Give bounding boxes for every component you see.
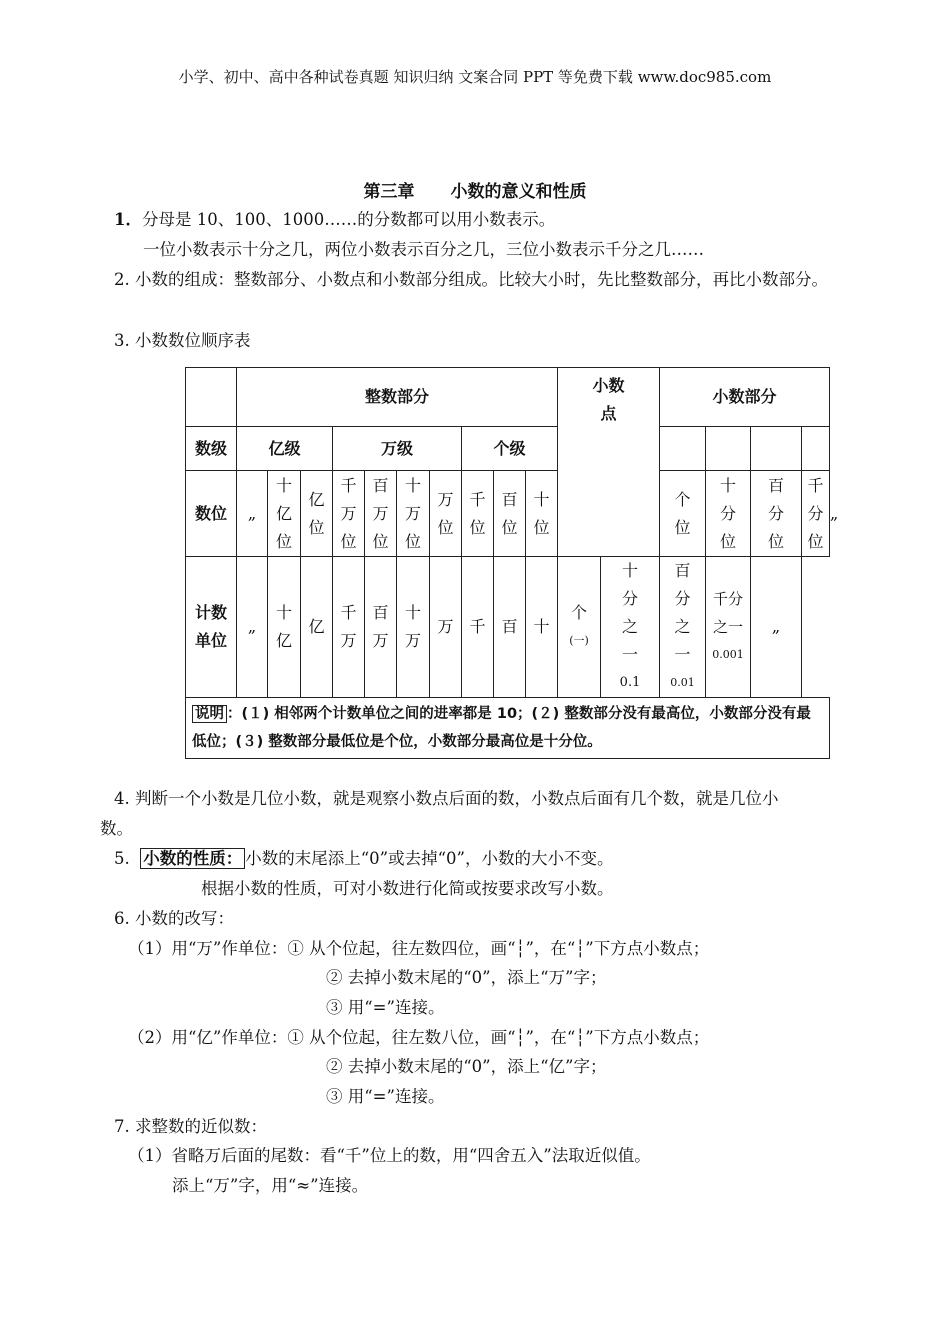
item-6: 6. 小数的改写： (114, 909, 234, 928)
item-3: 3. 小数数位顺序表 (114, 331, 251, 350)
place-cell: 千万位 (333, 471, 365, 557)
dec-place-cell: 千分位 (802, 471, 830, 557)
level-label: 数级 (186, 427, 237, 471)
item-7-1-cont: 添上“万”字，用“≈”连接。 (172, 1176, 369, 1195)
dec-unit-cell: „ (751, 557, 802, 698)
chapter-title (0, 177, 950, 202)
unit-cell: 十 (526, 557, 558, 698)
item-6-1-step-2: ② 去掉小数末尾的“0”，添上“万”字； (326, 968, 607, 987)
place-cell: 万位 (430, 471, 462, 557)
item-1-detail: 一位小数表示十分之几，两位小数表示百分之几，三位小数表示千分之几…… (143, 240, 704, 259)
item-6-1-step-1: （1）用“万”作单位：① 从个位起，往左数四位，画“┆”，在“┆”下方点小数点； (128, 939, 710, 958)
item-2: 2. 小数的组成：整数部分、小数点和小数部分组成。比较大小时，先比整数部分，再比小数部分。 (114, 270, 828, 289)
place-cell: 十万位 (397, 471, 430, 557)
unit-cell: 万 (430, 557, 462, 698)
dec-place-cell: 百分位 (751, 471, 802, 557)
unit-cell: 十万 (397, 557, 430, 698)
unit-cell: „ (237, 557, 268, 698)
place-cell: 百位 (494, 471, 526, 557)
empty-cell (706, 427, 751, 471)
table-note (186, 698, 830, 759)
item-6-2-step-1: （2）用“亿”作单位：① 从个位起，往左数八位，画“┆”，在“┆”下方点小数点； (128, 1028, 710, 1047)
item-6-2-step-3: ③ 用“=”连接。 (326, 1087, 445, 1106)
place-cell: 亿位 (301, 471, 333, 557)
item-1: 1．分母是 10、100、1000……的分数都可以用小数表示。 (114, 210, 556, 229)
item-7: 7. 求整数的近似数： (114, 1117, 267, 1136)
decimal-point-header: 小数点 (558, 368, 660, 557)
unit-cell: 百 (494, 557, 526, 698)
item-7-1: （1）省略万后面的尾数：看“千”位上的数，用“四舍五入”法取近似值。 (128, 1146, 651, 1165)
unit-cell: 千万 (333, 557, 365, 698)
dec-unit-cell: 千分之一 0.001 (706, 557, 751, 698)
dec-unit-cell: 百分之一 0.01 (660, 557, 706, 698)
note-label: 说明 (192, 705, 227, 723)
place-cell: 千位 (462, 471, 494, 557)
level-yi: 亿级 (237, 427, 333, 471)
chapter-number: 第三章 (363, 182, 415, 202)
dec-unit-cell: 十分之一 0.1 (601, 557, 660, 698)
place-cell: „ (237, 471, 268, 557)
empty-cell (751, 427, 802, 471)
unit-cell: 百万 (365, 557, 397, 698)
page-header: 小学、初中、高中各种试卷真题 知识归纳 文案合同 PPT 等免费下载 www.doc985.com (178, 68, 772, 86)
unit-cell: 千 (462, 557, 494, 698)
chapter-name: 小数的意义和性质 (450, 182, 587, 202)
empty-cell (802, 427, 830, 471)
place-cell: 百万位 (365, 471, 397, 557)
unit-cell: 亿 (301, 557, 333, 698)
level-wan: 万级 (333, 427, 462, 471)
unit-label: 计数单位 (186, 557, 237, 698)
unit-cell: 个 (一) (558, 557, 601, 698)
place-cell: 个位 (660, 471, 706, 557)
corner-cell (186, 368, 237, 427)
place-label: 数位 (186, 471, 237, 557)
decimal-part-header: 小数部分 (660, 368, 830, 427)
level-ge: 个级 (462, 427, 558, 471)
place-cell: 十亿位 (268, 471, 301, 557)
note-text: ：(１) 相邻两个计数单位之间的进率都是 10；(２) 整数部分没有最高位，小数部分没有最低位；(３) 整数部分最低位是个位，小数部分最高位是十分位。 (192, 706, 811, 750)
integer-part-header: 整数部分 (237, 368, 558, 427)
place-value-table: 整数部分 小数点 小数部分 数级 亿级 万级 个级 数位 „ 十亿位 亿位 千万位 百万位 十万位 万位 千位 百位 十位 个位 十分位 百分位 千分位 „ 计数单位 „ 十亿 亿 千万 百万 十万 万 千 百 十 个 (一) 十分之一 0.1 百分之一 0.01 千分之一 0.001 „ 说明 ：(１) 相邻两个计数单位之间的进率都是 10；(２) 整数部分没有最高位，小数部分没有最低位；(３) 整数部分最低位是个位，小数部分最高位是十分位。 (185, 367, 830, 759)
property-label: 小数的性质： (140, 848, 245, 869)
item-6-1-step-3: ③ 用“=”连接。 (326, 998, 445, 1017)
item-4: 4. 判断一个小数是几位小数，就是观察小数点后面的数，小数点后面有几个数，就是几位小 (114, 789, 779, 808)
item-5-detail: 根据小数的性质，可对小数进行化简或按要求改写小数。 (201, 879, 614, 898)
dec-place-cell: 十分位 (706, 471, 751, 557)
unit-cell: 十亿 (268, 557, 301, 698)
empty-cell (660, 427, 706, 471)
item-5: 5. 小数的性质： 小数的末尾添上“0”或去掉“0”，小数的大小不变。 (114, 849, 614, 868)
item-4-cont: 数。 (100, 819, 133, 838)
item-6-2-step-2: ② 去掉小数末尾的“0”，添上“亿”字； (326, 1057, 607, 1076)
place-cell: 十位 (526, 471, 558, 557)
